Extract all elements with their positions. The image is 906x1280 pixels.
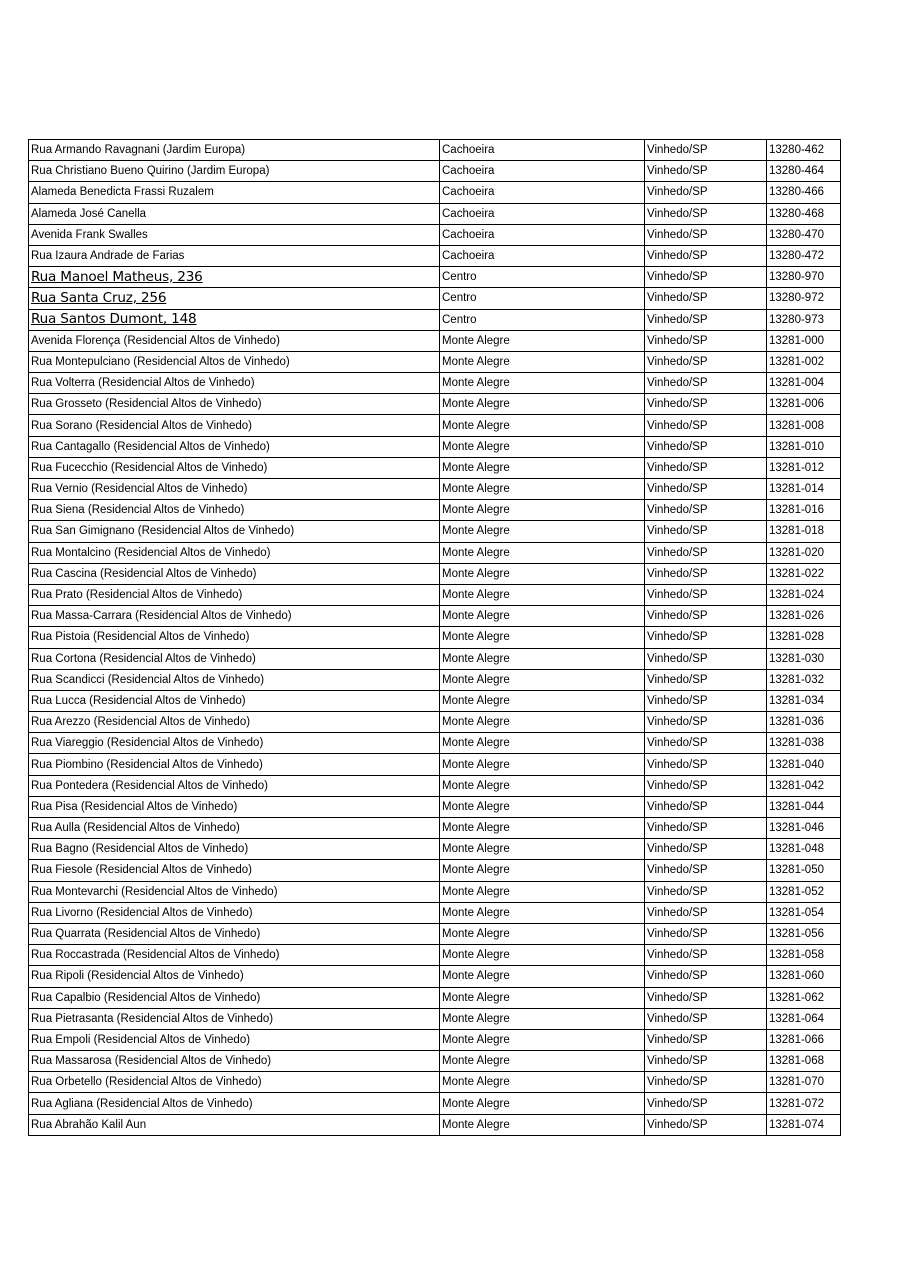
- street-cell: Alameda José Canella: [29, 203, 440, 224]
- street-cell: Rua Pisa (Residencial Altos de Vinhedo): [29, 796, 440, 817]
- cep-cell: 13280-973: [767, 309, 841, 330]
- city-cell: Vinhedo/SP: [645, 1072, 767, 1093]
- street-cell: Rua Cascina (Residencial Altos de Vinhedo): [29, 563, 440, 584]
- table-row: [29, 881, 841, 902]
- city-cell: Vinhedo/SP: [645, 648, 767, 669]
- cep-cell: 13280-470: [767, 224, 841, 245]
- cep-cell: 13281-066: [767, 1029, 841, 1050]
- city-cell: Vinhedo/SP: [645, 945, 767, 966]
- district-cell: Cachoeira: [440, 245, 645, 266]
- city-cell: Vinhedo/SP: [645, 224, 767, 245]
- cep-cell: 13281-060: [767, 966, 841, 987]
- city-cell: Vinhedo/SP: [645, 987, 767, 1008]
- district-cell: Monte Alegre: [440, 500, 645, 521]
- city-cell: Vinhedo/SP: [645, 923, 767, 944]
- table-row: [29, 966, 841, 987]
- district-cell: Monte Alegre: [440, 839, 645, 860]
- street-cell: Rua Capalbio (Residencial Altos de Vinhedo): [29, 987, 440, 1008]
- cep-cell: 13281-064: [767, 1008, 841, 1029]
- table-row: [29, 987, 841, 1008]
- table-row: [29, 457, 841, 478]
- table-row: [29, 1008, 841, 1029]
- city-cell: Vinhedo/SP: [645, 330, 767, 351]
- district-cell: Monte Alegre: [440, 818, 645, 839]
- table-row: [29, 394, 841, 415]
- district-cell: Centro: [440, 288, 645, 309]
- street-cell: Rua Lucca (Residencial Altos de Vinhedo): [29, 690, 440, 711]
- street-cell: Alameda Benedicta Frassi Ruzalem: [29, 182, 440, 203]
- cep-cell: 13280-970: [767, 267, 841, 288]
- cep-cell: 13281-070: [767, 1072, 841, 1093]
- city-cell: Vinhedo/SP: [645, 584, 767, 605]
- street-cell: [29, 267, 440, 288]
- street-cell: Avenida Florença (Residencial Altos de Vinhedo): [29, 330, 440, 351]
- street-cell: Rua Christiano Bueno Quirino (Jardim Europa): [29, 161, 440, 182]
- table-row: [29, 1114, 841, 1135]
- table-row: [29, 733, 841, 754]
- street-cell: Rua Fiesole (Residencial Altos de Vinhedo): [29, 860, 440, 881]
- city-cell: Vinhedo/SP: [645, 457, 767, 478]
- street-cell: Rua Pistoia (Residencial Altos de Vinhedo): [29, 627, 440, 648]
- table-row: [29, 584, 841, 605]
- cep-cell: 13281-010: [767, 436, 841, 457]
- city-cell: Vinhedo/SP: [645, 902, 767, 923]
- cep-cell: 13281-032: [767, 669, 841, 690]
- street-cell: Rua Armando Ravagnani (Jardim Europa): [29, 140, 440, 161]
- street-cell: Rua Montevarchi (Residencial Altos de Vinhedo): [29, 881, 440, 902]
- table-row: [29, 203, 841, 224]
- district-cell: Monte Alegre: [440, 521, 645, 542]
- table-row: [29, 182, 841, 203]
- district-cell: Monte Alegre: [440, 1114, 645, 1135]
- table-row: [29, 1072, 841, 1093]
- cep-cell: 13281-050: [767, 860, 841, 881]
- cep-cell: 13281-072: [767, 1093, 841, 1114]
- city-cell: Vinhedo/SP: [645, 796, 767, 817]
- cep-cell: 13281-026: [767, 606, 841, 627]
- district-cell: Monte Alegre: [440, 542, 645, 563]
- cep-cell: 13281-038: [767, 733, 841, 754]
- cep-cell: 13280-972: [767, 288, 841, 309]
- city-cell: Vinhedo/SP: [645, 288, 767, 309]
- district-cell: Monte Alegre: [440, 881, 645, 902]
- district-cell: Monte Alegre: [440, 966, 645, 987]
- city-cell: Vinhedo/SP: [645, 500, 767, 521]
- table-row: [29, 500, 841, 521]
- district-cell: Monte Alegre: [440, 606, 645, 627]
- district-cell: Monte Alegre: [440, 796, 645, 817]
- cep-cell: 13281-042: [767, 775, 841, 796]
- table-row: [29, 140, 841, 161]
- district-cell: Monte Alegre: [440, 690, 645, 711]
- cep-cell: 13281-002: [767, 351, 841, 372]
- city-cell: Vinhedo/SP: [645, 373, 767, 394]
- district-cell: Monte Alegre: [440, 563, 645, 584]
- district-cell: Monte Alegre: [440, 479, 645, 500]
- district-cell: Monte Alegre: [440, 775, 645, 796]
- table-row: [29, 754, 841, 775]
- city-cell: Vinhedo/SP: [645, 140, 767, 161]
- district-cell: Monte Alegre: [440, 436, 645, 457]
- district-cell: Cachoeira: [440, 203, 645, 224]
- city-cell: Vinhedo/SP: [645, 1008, 767, 1029]
- city-cell: Vinhedo/SP: [645, 754, 767, 775]
- cep-cell: 13281-018: [767, 521, 841, 542]
- table-row: [29, 267, 841, 288]
- cep-cell: 13281-006: [767, 394, 841, 415]
- district-cell: Centro: [440, 309, 645, 330]
- district-cell: Monte Alegre: [440, 733, 645, 754]
- table-row: [29, 945, 841, 966]
- cep-cell: 13280-466: [767, 182, 841, 203]
- table-row: [29, 606, 841, 627]
- city-cell: Vinhedo/SP: [645, 563, 767, 584]
- city-cell: Vinhedo/SP: [645, 733, 767, 754]
- cep-cell: 13281-000: [767, 330, 841, 351]
- cep-cell: 13281-020: [767, 542, 841, 563]
- district-cell: Monte Alegre: [440, 457, 645, 478]
- table-row: [29, 479, 841, 500]
- table-row: [29, 712, 841, 733]
- district-cell: Monte Alegre: [440, 584, 645, 605]
- street-cell: Rua Cantagallo (Residencial Altos de Vinhedo): [29, 436, 440, 457]
- district-cell: Monte Alegre: [440, 945, 645, 966]
- street-cell: Avenida Frank Swalles: [29, 224, 440, 245]
- street-cell: Rua Montepulciano (Residencial Altos de Vinhedo): [29, 351, 440, 372]
- district-cell: Monte Alegre: [440, 754, 645, 775]
- city-cell: Vinhedo/SP: [645, 415, 767, 436]
- street-cell: Rua Arezzo (Residencial Altos de Vinhedo): [29, 712, 440, 733]
- district-cell: Cachoeira: [440, 182, 645, 203]
- city-cell: Vinhedo/SP: [645, 351, 767, 372]
- street-cell: Rua Roccastrada (Residencial Altos de Vinhedo): [29, 945, 440, 966]
- street-cell: [29, 309, 440, 330]
- cep-cell: 13280-462: [767, 140, 841, 161]
- cep-cell: 13280-472: [767, 245, 841, 266]
- table-row: [29, 839, 841, 860]
- district-cell: Monte Alegre: [440, 415, 645, 436]
- district-cell: Cachoeira: [440, 161, 645, 182]
- table-row: [29, 288, 841, 309]
- district-cell: Monte Alegre: [440, 902, 645, 923]
- cep-cell: 13281-008: [767, 415, 841, 436]
- district-cell: Cachoeira: [440, 224, 645, 245]
- street-cell: Rua Pietrasanta (Residencial Altos de Vinhedo): [29, 1008, 440, 1029]
- city-cell: Vinhedo/SP: [645, 479, 767, 500]
- street-cell: Rua Sorano (Residencial Altos de Vinhedo): [29, 415, 440, 436]
- city-cell: Vinhedo/SP: [645, 1051, 767, 1072]
- table-row: [29, 542, 841, 563]
- cep-cell: 13281-014: [767, 479, 841, 500]
- city-cell: Vinhedo/SP: [645, 245, 767, 266]
- district-cell: Monte Alegre: [440, 860, 645, 881]
- city-cell: Vinhedo/SP: [645, 881, 767, 902]
- table-row: [29, 521, 841, 542]
- city-cell: Vinhedo/SP: [645, 267, 767, 288]
- street-cell: Rua Cortona (Residencial Altos de Vinhedo): [29, 648, 440, 669]
- city-cell: Vinhedo/SP: [645, 182, 767, 203]
- city-cell: Vinhedo/SP: [645, 690, 767, 711]
- district-cell: Monte Alegre: [440, 712, 645, 733]
- city-cell: Vinhedo/SP: [645, 775, 767, 796]
- city-cell: Vinhedo/SP: [645, 712, 767, 733]
- address-table: [28, 139, 841, 1136]
- city-cell: Vinhedo/SP: [645, 1029, 767, 1050]
- cep-cell: 13281-062: [767, 987, 841, 1008]
- table-row: [29, 669, 841, 690]
- street-cell: [29, 288, 440, 309]
- table-row: [29, 902, 841, 923]
- district-cell: Monte Alegre: [440, 394, 645, 415]
- cep-cell: 13281-058: [767, 945, 841, 966]
- district-cell: Monte Alegre: [440, 648, 645, 669]
- street-cell: Rua Livorno (Residencial Altos de Vinhedo): [29, 902, 440, 923]
- city-cell: Vinhedo/SP: [645, 627, 767, 648]
- table-row: [29, 1029, 841, 1050]
- street-link[interactable]: Rua Santos Dumont, 148: [31, 311, 197, 328]
- street-cell: Rua Bagno (Residencial Altos de Vinhedo): [29, 839, 440, 860]
- street-link[interactable]: Rua Manoel Matheus, 236: [31, 268, 203, 285]
- table-row: [29, 245, 841, 266]
- cep-cell: 13281-052: [767, 881, 841, 902]
- city-cell: Vinhedo/SP: [645, 860, 767, 881]
- street-cell: Rua Siena (Residencial Altos de Vinhedo): [29, 500, 440, 521]
- table-row: [29, 690, 841, 711]
- cep-cell: 13281-028: [767, 627, 841, 648]
- cep-cell: 13281-022: [767, 563, 841, 584]
- district-cell: Monte Alegre: [440, 627, 645, 648]
- cep-cell: 13281-044: [767, 796, 841, 817]
- cep-cell: 13281-056: [767, 923, 841, 944]
- table-row: [29, 1093, 841, 1114]
- city-cell: Vinhedo/SP: [645, 436, 767, 457]
- district-cell: Monte Alegre: [440, 330, 645, 351]
- table-row: [29, 648, 841, 669]
- cep-cell: 13281-036: [767, 712, 841, 733]
- table-row: [29, 436, 841, 457]
- city-cell: Vinhedo/SP: [645, 394, 767, 415]
- cep-cell: 13281-040: [767, 754, 841, 775]
- street-cell: Rua San Gimignano (Residencial Altos de Vinhedo): [29, 521, 440, 542]
- street-cell: Rua Scandicci (Residencial Altos de Vinhedo): [29, 669, 440, 690]
- street-cell: Rua Quarrata (Residencial Altos de Vinhedo): [29, 923, 440, 944]
- street-cell: Rua Prato (Residencial Altos de Vinhedo): [29, 584, 440, 605]
- table-row: [29, 351, 841, 372]
- cep-cell: 13281-004: [767, 373, 841, 394]
- table-row: [29, 330, 841, 351]
- table-row: [29, 161, 841, 182]
- district-cell: Monte Alegre: [440, 373, 645, 394]
- city-cell: Vinhedo/SP: [645, 203, 767, 224]
- table-row: [29, 923, 841, 944]
- street-cell: Rua Grosseto (Residencial Altos de Vinhedo): [29, 394, 440, 415]
- street-cell: Rua Montalcino (Residencial Altos de Vinhedo): [29, 542, 440, 563]
- street-cell: Rua Massarosa (Residencial Altos de Vinhedo): [29, 1051, 440, 1072]
- street-cell: Rua Viareggio (Residencial Altos de Vinhedo): [29, 733, 440, 754]
- street-cell: Rua Massa-Carrara (Residencial Altos de Vinhedo): [29, 606, 440, 627]
- table-row: [29, 627, 841, 648]
- district-cell: Monte Alegre: [440, 987, 645, 1008]
- street-cell: Rua Aulla (Residencial Altos de Vinhedo): [29, 818, 440, 839]
- cep-cell: 13280-464: [767, 161, 841, 182]
- city-cell: Vinhedo/SP: [645, 521, 767, 542]
- street-cell: Rua Abrahão Kalil Aun: [29, 1114, 440, 1135]
- city-cell: Vinhedo/SP: [645, 966, 767, 987]
- cep-cell: 13281-012: [767, 457, 841, 478]
- table-row: [29, 860, 841, 881]
- street-cell: Rua Piombino (Residencial Altos de Vinhedo): [29, 754, 440, 775]
- cep-cell: 13281-046: [767, 818, 841, 839]
- city-cell: Vinhedo/SP: [645, 606, 767, 627]
- cep-cell: 13281-054: [767, 902, 841, 923]
- district-cell: Monte Alegre: [440, 669, 645, 690]
- district-cell: Monte Alegre: [440, 1072, 645, 1093]
- cep-cell: 13281-048: [767, 839, 841, 860]
- district-cell: Cachoeira: [440, 140, 645, 161]
- street-cell: Rua Izaura Andrade de Farias: [29, 245, 440, 266]
- table-row: [29, 796, 841, 817]
- district-cell: Monte Alegre: [440, 351, 645, 372]
- city-cell: Vinhedo/SP: [645, 818, 767, 839]
- street-cell: Rua Volterra (Residencial Altos de Vinhedo): [29, 373, 440, 394]
- city-cell: Vinhedo/SP: [645, 839, 767, 860]
- street-cell: Rua Pontedera (Residencial Altos de Vinhedo): [29, 775, 440, 796]
- cep-cell: 13281-016: [767, 500, 841, 521]
- cep-cell: 13281-068: [767, 1051, 841, 1072]
- street-cell: Rua Ripoli (Residencial Altos de Vinhedo): [29, 966, 440, 987]
- table-row: [29, 775, 841, 796]
- district-cell: Monte Alegre: [440, 1008, 645, 1029]
- address-table-body: [29, 140, 841, 1136]
- street-cell: Rua Fucecchio (Residencial Altos de Vinhedo): [29, 457, 440, 478]
- district-cell: Monte Alegre: [440, 923, 645, 944]
- district-cell: Monte Alegre: [440, 1093, 645, 1114]
- city-cell: Vinhedo/SP: [645, 669, 767, 690]
- district-cell: Monte Alegre: [440, 1029, 645, 1050]
- cep-cell: 13281-024: [767, 584, 841, 605]
- city-cell: Vinhedo/SP: [645, 542, 767, 563]
- city-cell: Vinhedo/SP: [645, 309, 767, 330]
- street-cell: Rua Orbetello (Residencial Altos de Vinhedo): [29, 1072, 440, 1093]
- street-cell: Rua Vernio (Residencial Altos de Vinhedo): [29, 479, 440, 500]
- city-cell: Vinhedo/SP: [645, 1093, 767, 1114]
- table-row: [29, 818, 841, 839]
- street-cell: Rua Empoli (Residencial Altos de Vinhedo): [29, 1029, 440, 1050]
- city-cell: Vinhedo/SP: [645, 1114, 767, 1135]
- table-row: [29, 309, 841, 330]
- cep-cell: 13281-074: [767, 1114, 841, 1135]
- table-row: [29, 563, 841, 584]
- cep-cell: 13281-034: [767, 690, 841, 711]
- street-link[interactable]: Rua Santa Cruz, 256: [31, 289, 167, 306]
- table-row: [29, 1051, 841, 1072]
- district-cell: Centro: [440, 267, 645, 288]
- table-row: [29, 224, 841, 245]
- cep-cell: 13281-030: [767, 648, 841, 669]
- district-cell: Monte Alegre: [440, 1051, 645, 1072]
- street-cell: Rua Agliana (Residencial Altos de Vinhedo): [29, 1093, 440, 1114]
- table-row: [29, 373, 841, 394]
- city-cell: Vinhedo/SP: [645, 161, 767, 182]
- table-row: [29, 415, 841, 436]
- cep-cell: 13280-468: [767, 203, 841, 224]
